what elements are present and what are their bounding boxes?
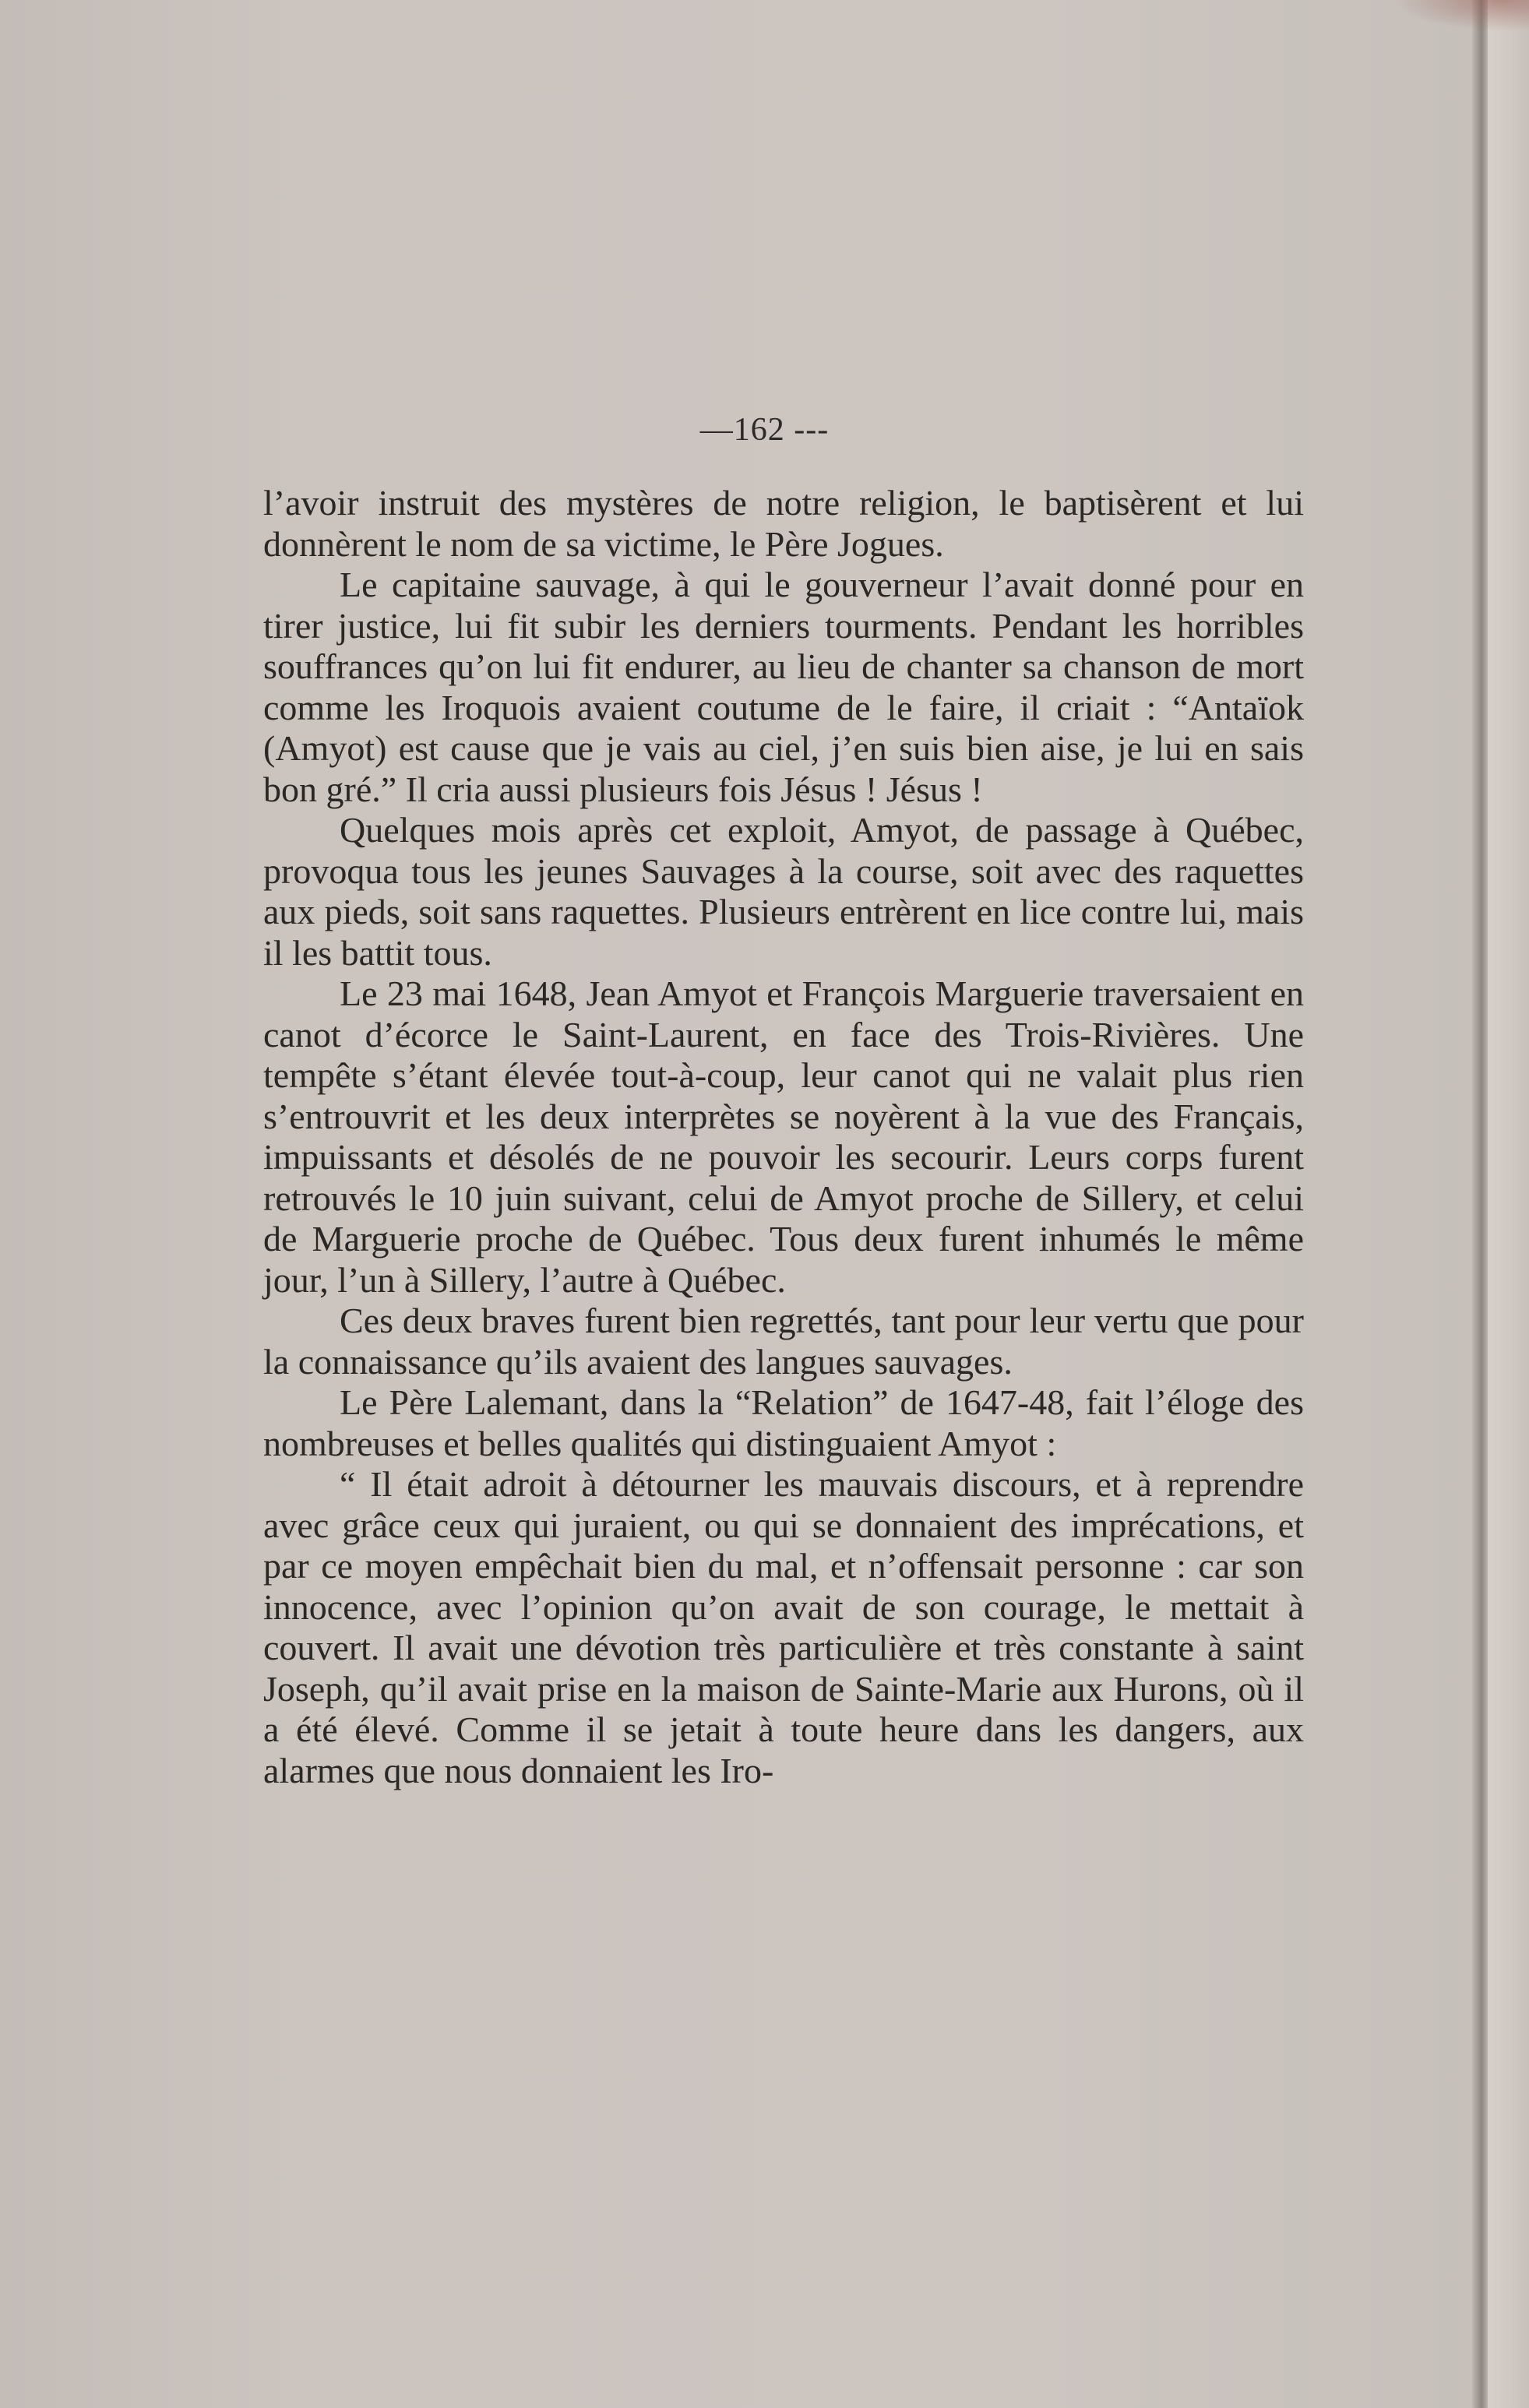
- page-edge-shadow: [1472, 0, 1488, 2408]
- paragraph-3: Quelques mois après cet exploit, Amyot, de passage à Québec, provoqua tous les jeunes Sauvages à la course, soit avec des raquettes aux pieds, soit sans raquettes. Plusieurs entrèrent en lice contre lui, mais il les battit tous.: [263, 810, 1304, 973]
- paragraph-5: Ces deux braves furent bien regrettés, tant pour leur vertu que pour la connaissance qu’ils avaient des langues sauvages.: [263, 1301, 1304, 1382]
- paragraph-7: “ Il était adroit à détourner les mauvais discours, et à reprendre avec grâce ceux qui juraient, ou qui se donnaient des imprécations, et par ce moyen empêchait bien du mal, et n’offensait personne : car son innocence, avec l’opinion qu’on avait de son courage, le mettait à couvert. Il avait une dévotion très particulière et très constante à saint Joseph, qu’il avait prise en la maison de Sainte-Marie aux Hurons, où il a été élevé. Comme il se jetait à toute heure dans les dangers, aux alarmes que nous donnaient les Iro-: [263, 1464, 1304, 1790]
- paragraph-6: Le Père Lalemant, dans la “Relation” de 1647-48, fait l’éloge des nombreuses et belles qualités qui distinguaient Amyot :: [263, 1382, 1304, 1463]
- page-number: —162 ---: [699, 412, 830, 448]
- paragraph-1: l’avoir instruit des mystères de notre religion, le baptisèrent et lui donnèrent le nom de sa victime, le Père Jogues.: [263, 483, 1304, 564]
- corner-stain: [1394, 0, 1529, 31]
- body-text: [263, 483, 1304, 1791]
- paragraph-4: Le 23 mai 1648, Jean Amyot et François Marguerie traversaient en canot d’écorce le Saint-Laurent, en face des Trois-Rivières. Une tempête s’étant élevée tout-à-coup, leur canot qui ne valait plus rien s’entrouvrit et les deux interprètes se noyèrent à la vue des Français, impuissants et désolés de ne pouvoir les secourir. Leurs corps furent retrouvés le 10 juin suivant, celui de Amyot proche de Sillery, et celui de Marguerie proche de Québec. Tous deux furent inhumés le même jour, l’un à Sillery, l’autre à Québec.: [263, 973, 1304, 1300]
- book-spine: [1488, 0, 1529, 2408]
- paragraph-2: Le capitaine sauvage, à qui le gouverneur l’avait donné pour en tirer justice, lui fit subir les derniers tourments. Pendant les horribles souffrances qu’on lui fit endurer, au lieu de chanter sa chanson de mort comme les Iroquois avaient coutume de le faire, il criait : “Antaïok (Amyot) est cause que je vais au ciel, j’en suis bien aise, je lui en sais bon gré.” Il cria aussi plusieurs fois Jésus ! Jésus !: [263, 565, 1304, 809]
